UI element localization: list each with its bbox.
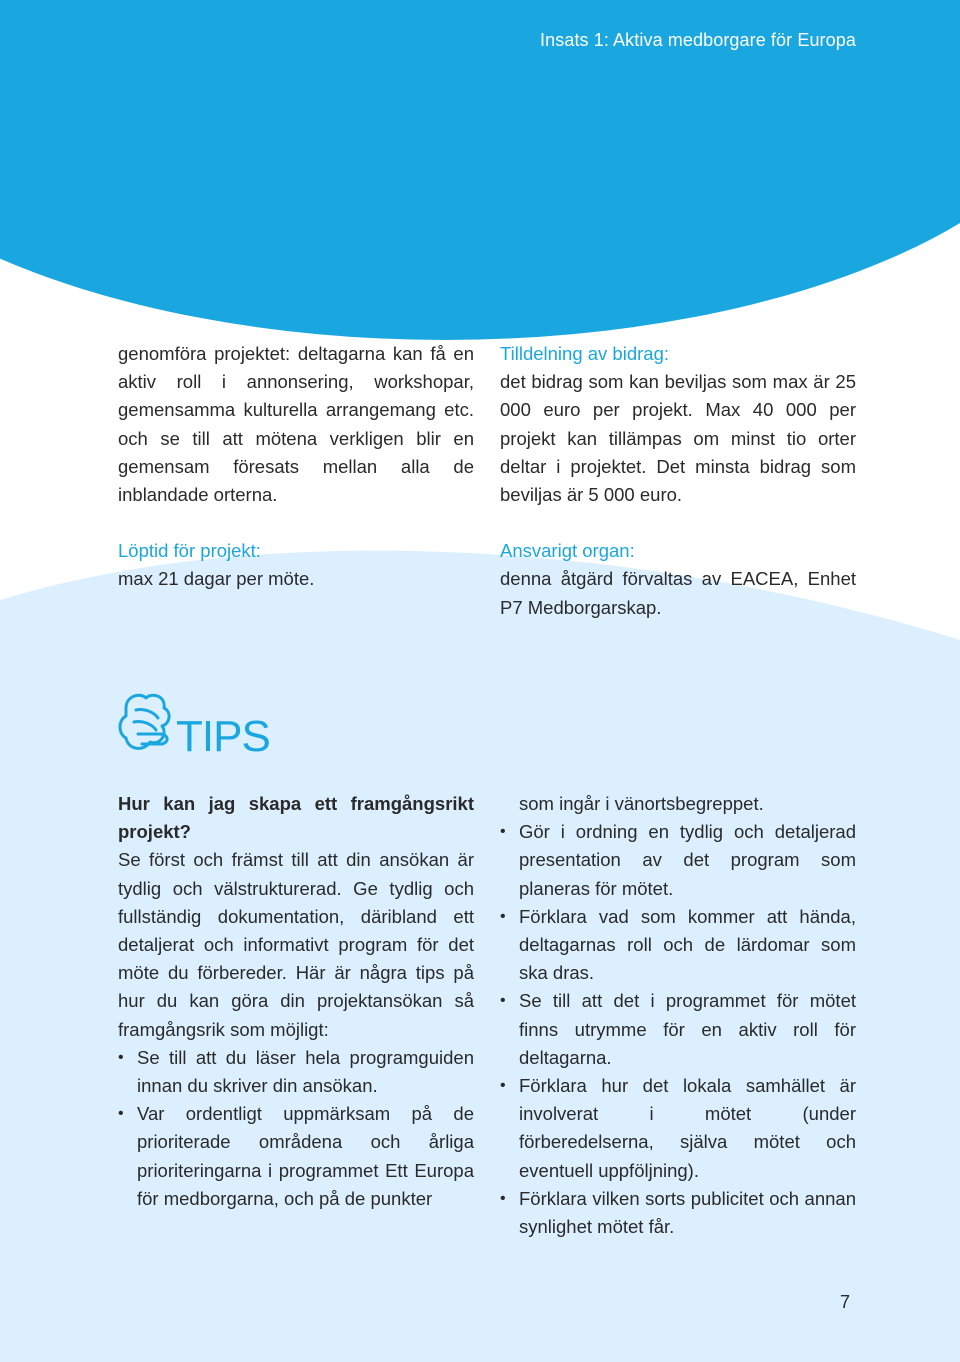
list-item: • Var ordentligt uppmärksam på de prioriterade områdena och årliga prioriteringarna i programmet Ett Europa för medborgarna, och på de punkter (118, 1100, 474, 1213)
list-item: • Se till att det i programmet för mötet finns utrymme för en aktiv roll för deltagarna. (500, 987, 856, 1072)
list-item: • Gör i ordning en tydlig och detaljerad presentation av det program som planeras för mötet. (500, 818, 856, 903)
list-item: • Förklara hur det lokala samhället är involverat i mötet (under förberedelserna, själva mötet och eventuell uppföljning). (500, 1072, 856, 1185)
duration-heading: Löptid för projekt: (118, 540, 261, 562)
tips-intro: Se först och främst till att din ansökan är tydlig och välstrukturerad. Ge tydlig och fullständig dokumentation, däribland ett detaljerat och informativt program för det möte du förbereder. Här är några tips på hur du kan göra din projektansökan så framgångsrik som möjligt: (118, 849, 474, 1040)
list-item: • Förklara vad som kommer att hända, deltagarnas roll och de lärdomar som ska dras. (500, 903, 856, 988)
tips-left-bullet-list (118, 1044, 474, 1213)
responsible-body-text: denna åtgärd förvaltas av EACEA, Enhet P7 Medborgarskap. (500, 568, 856, 618)
list-continuation: som ingår i vänortsbegreppet. (519, 793, 764, 814)
tips-title: TIPS (176, 712, 270, 761)
tips-right-bullet-list (500, 790, 856, 1241)
tips-question: Hur kan jag skapa ett framgångsrikt projekt? (118, 793, 474, 843)
page-number: 7 (840, 1292, 851, 1312)
duration-text: max 21 dagar per möte. (118, 568, 315, 590)
list-item: • Se till att du läser hela programguiden innan du skriver din ansökan. (118, 1044, 474, 1100)
list-item: • Förklara vilken sorts publicitet och annan synlighet mötet får. (500, 1185, 856, 1241)
responsible-body-heading: Ansvarigt organ: (500, 540, 635, 562)
running-title: Insats 1: Aktiva medborgare för Europa (540, 30, 856, 50)
left-top-column (118, 340, 474, 594)
intro-paragraph: genomföra projektet: deltagarna kan få en aktiv roll i annonsering, workshopar, gemensamma kulturella arrangemang etc. och se till att mötena verkligen blir en gemensam föresats mellan alla de inblandade orterna. (118, 343, 474, 506)
right-top-column (500, 340, 856, 622)
grant-text: det bidrag som kan beviljas som max är 25 000 euro per projekt. Max 40 000 per projekt kan tillämpas om minst tio orter deltar i projektet. Det minsta bidrag som beviljas är 5 000 euro. (500, 371, 856, 506)
grant-heading: Tilldelning av bidrag: (500, 343, 669, 364)
tips-left-column (118, 790, 474, 1213)
tips-right-column (500, 790, 856, 1241)
